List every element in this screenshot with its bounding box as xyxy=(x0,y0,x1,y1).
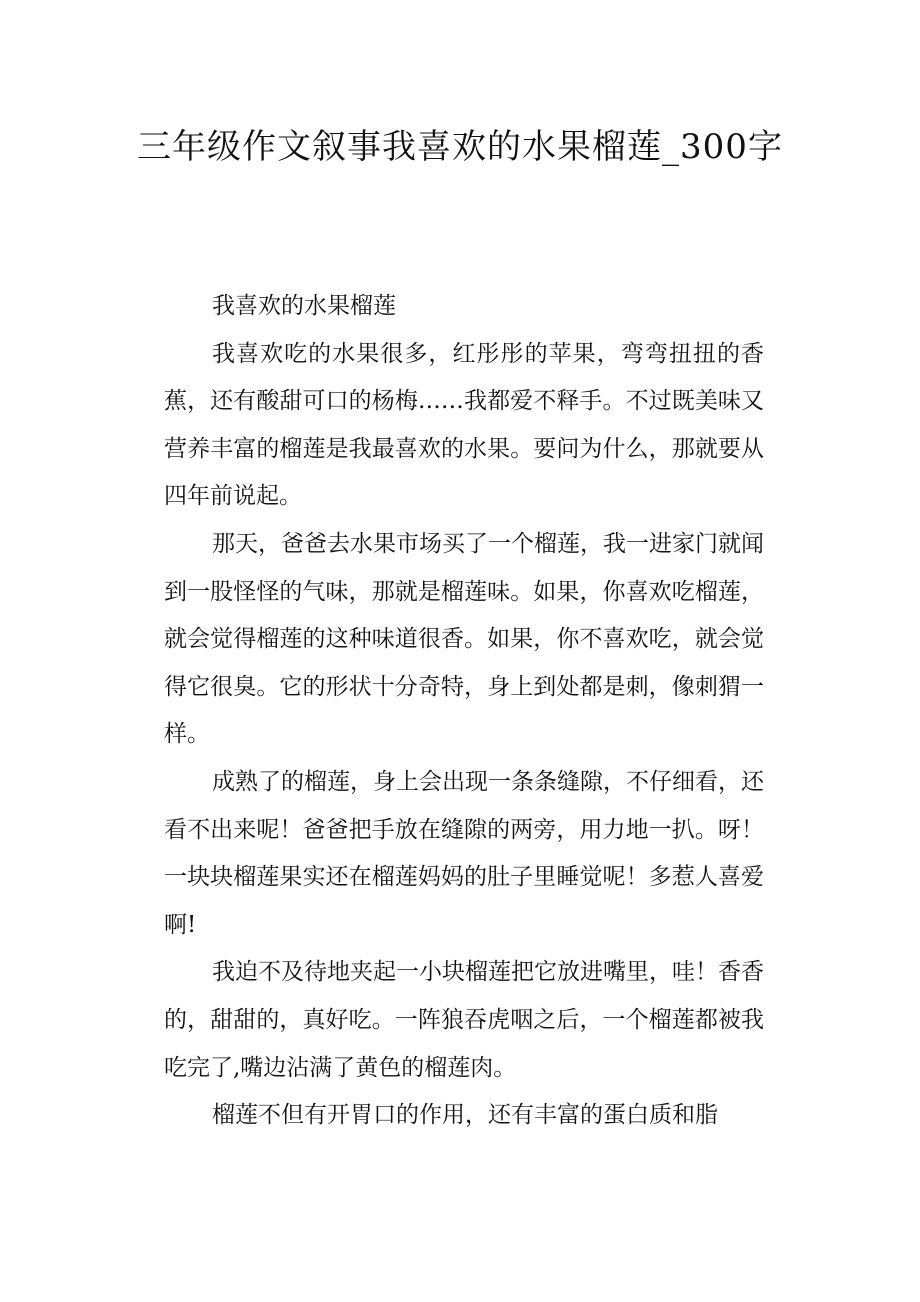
paragraph-heading: 我喜欢的水果榴莲 xyxy=(212,293,396,319)
document-body xyxy=(164,283,764,1140)
paragraph: 我迫不及待地夹起一小块榴莲把它放进嘴里，哇！香香的，甜甜的，真好吃。一阵狼吞虎咽之后，一个榴莲都被我吃完了,嘴边沾满了黄色的榴莲肉。 xyxy=(164,959,764,1081)
paragraph: 我喜欢吃的水果很多，红彤彤的苹果，弯弯扭扭的香蕉，还有酸甜可口的杨梅……我都爱不释手。不过既美味又营养丰富的榴莲是我最喜欢的水果。要问为什么，那就要从四年前说起。 xyxy=(164,340,764,510)
paragraph: 那天，爸爸去水果市场买了一个榴莲，我一进家门就闻到一股怪怪的气味，那就是榴莲味。如果，你喜欢吃榴莲，就会觉得榴莲的这种味道很香。如果，你不喜欢吃，就会觉得它很臭。它的形状十分奇特，身上到处都是刺，像刺猬一样。 xyxy=(164,530,764,748)
paragraph: 成熟了的榴莲，身上会出现一条条缝隙，不仔细看，还看不出来呢！爸爸把手放在缝隙的两旁，用力地一扒。呀！一块块榴莲果实还在榴莲妈妈的肚子里睡觉呢！多惹人喜爱啊! xyxy=(164,768,764,938)
paragraph: 榴莲不但有开胃口的作用，还有丰富的蛋白质和脂 xyxy=(212,1102,718,1129)
document-title: 三年级作文叙事我喜欢的水果榴莲_300字 xyxy=(137,127,783,167)
